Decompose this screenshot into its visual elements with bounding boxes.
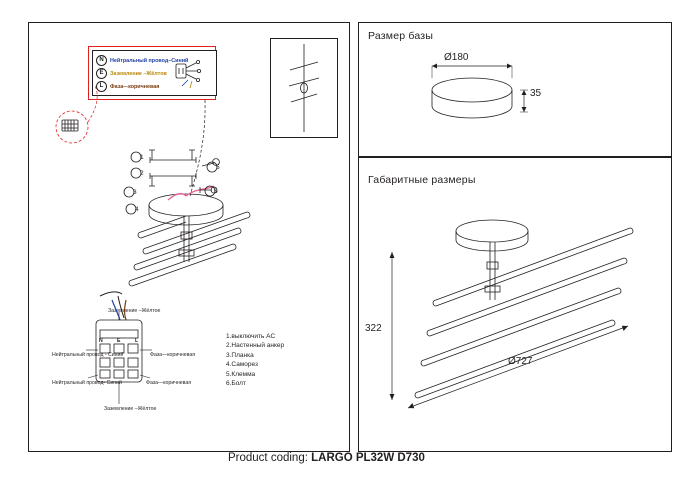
wire-legend-row <box>96 80 213 93</box>
assembly-step: 6.Болт <box>226 380 246 388</box>
wire-badge-neutral: N <box>96 55 107 66</box>
base-height-label: 35 <box>530 88 542 99</box>
wire-badge-live: L <box>96 81 107 92</box>
terminal-label-earth-bottom: Заземление –Жёлтое <box>104 406 157 412</box>
terminal-label-neutral-bottom: Нейтральный провод- Синий <box>52 380 122 386</box>
terminal-label-live-bottom: Фаза—коричневая <box>146 380 192 386</box>
wire-badge-earth: E <box>96 68 107 79</box>
assembly-step: 3.Планка <box>226 351 254 359</box>
wire-label-neutral: Нейтральный провод–Синий <box>110 57 189 64</box>
wire-label-earth: Заземление –Жёлтов <box>110 70 167 77</box>
terminal-marking-n: N <box>99 338 103 344</box>
overall-height-label: 322 <box>365 323 382 334</box>
assembly-step: 4.Саморез <box>226 361 258 369</box>
terminal-label-neutral-left: Нейтральный провод - Синий <box>52 352 124 358</box>
panel-product-silhouette <box>270 38 338 138</box>
callout-3: 3 <box>133 189 137 196</box>
wire-legend <box>92 50 217 96</box>
base-diameter-label: Ø180 <box>444 52 469 63</box>
wire-legend-row <box>96 54 213 67</box>
wire-legend-row <box>96 67 213 80</box>
terminal-marking-e: E <box>117 338 121 344</box>
callout-4: 4 <box>135 206 139 213</box>
panel-base-size <box>358 22 672 157</box>
callout-6: 6 <box>214 188 218 195</box>
callout-1: 1 <box>140 154 144 161</box>
assembly-step: 1.выключить AC <box>226 333 276 340</box>
assembly-step: 5.Клемма <box>226 370 256 378</box>
panel-overall-dimensions <box>358 157 672 452</box>
base-size-title: Размер базы <box>368 30 434 42</box>
assembly-step: 2.Настенный анкер <box>226 342 285 350</box>
assembly-steps-list <box>226 332 284 388</box>
callout-5: 5 <box>216 164 220 171</box>
product-coding <box>228 452 425 464</box>
callout-2: 2 <box>140 170 144 177</box>
product-coding-value: LARGO PL32W D730 <box>311 452 425 464</box>
overall-width-label: Ø727 <box>508 356 533 367</box>
overall-dimensions-title: Габаритные размеры <box>368 174 476 186</box>
terminal-marking-l: L <box>135 338 139 344</box>
product-coding-label: Product coding: <box>228 452 308 464</box>
wire-label-live: Фаза–-коричневая <box>110 83 160 90</box>
terminal-label-earth-top: Заземление –Жёлтое <box>108 308 161 314</box>
terminal-label-live-right: Фаза—коричневая <box>150 352 196 358</box>
